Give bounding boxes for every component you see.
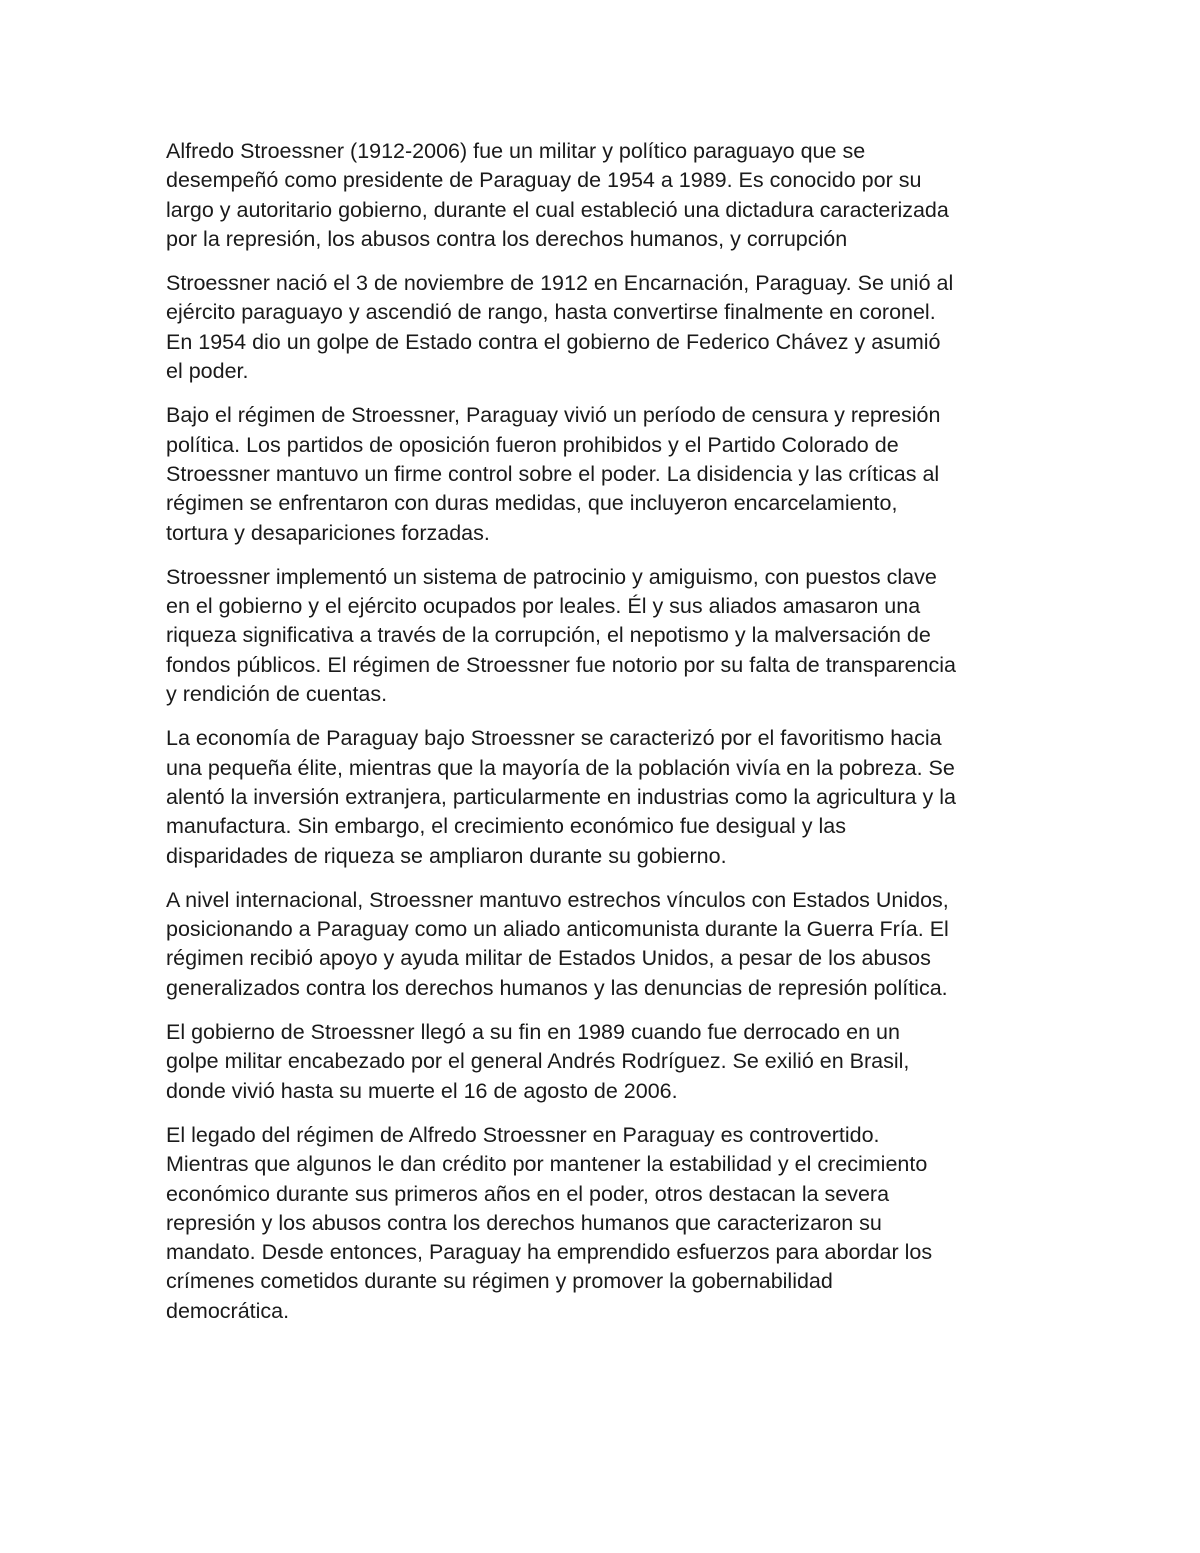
text-line: democrática.: [166, 1298, 290, 1323]
text-line: Mientras que algunos le dan crédito por mantener la estabilidad y el crecimiento: [166, 1152, 928, 1177]
text-line: En 1954 dio un golpe de Estado contra el gobierno de Federico Chávez y asumió: [166, 329, 941, 354]
text-line: A nivel internacional, Stroessner mantuvo estrechos vínculos con Estados Unidos,: [166, 887, 949, 912]
text-line: Bajo el régimen de Stroessner, Paraguay vivió un período de censura y represión: [166, 403, 941, 428]
text-line: fondos públicos. El régimen de Stroessner fue notorio por su falta de transparencia: [166, 652, 956, 677]
text-line: en el gobierno y el ejército ocupados por leales. Él y sus aliados amasaron una: [166, 594, 921, 619]
text-line: generalizados contra los derechos humanos y las denuncias de represión política.: [166, 975, 948, 1000]
text-line: riqueza significativa a través de la corrupción, el nepotismo y la malversación de: [166, 623, 931, 648]
text-line: posicionando a Paraguay como un aliado anticomunista durante la Guerra Fría. El: [166, 917, 949, 942]
text-line: económico durante sus primeros años en el poder, otros destacan la severa: [166, 1181, 890, 1206]
text-line: por la represión, los abusos contra los derechos humanos, y corrupción: [166, 226, 848, 251]
text-line: el poder.: [166, 359, 249, 384]
text-line: donde vivió hasta su muerte el 16 de agosto de 2006.: [166, 1078, 678, 1103]
text-line: alentó la inversión extranjera, particularmente en industrias como la agricultura y la: [166, 784, 956, 809]
text-line: política. Los partidos de oposición fueron prohibidos y el Partido Colorado de: [166, 432, 899, 457]
text-line: crímenes cometidos durante su régimen y promover la gobernabilidad: [166, 1269, 833, 1294]
text-line: La economía de Paraguay bajo Stroessner se caracterizó por el favoritismo hacia: [166, 726, 942, 751]
text-line: Alfredo Stroessner (1912-2006) fue un militar y político paraguayo que se: [166, 139, 866, 163]
text-line: tortura y desapariciones forzadas.: [166, 520, 490, 545]
text-line: Stroessner implementó un sistema de patrocinio y amiguismo, con puestos clave: [166, 564, 937, 589]
paragraph-3: [166, 401, 1046, 547]
text-line: Stroessner mantuvo un firme control sobre el poder. La disidencia y las críticas al: [166, 461, 940, 486]
paragraph-1: [166, 137, 1046, 254]
text-line: Stroessner nació el 3 de noviembre de 1912 en Encarnación, Paraguay. Se unió al: [166, 271, 954, 296]
paragraph-7: [166, 1018, 1046, 1106]
text-line: desempeñó como presidente de Paraguay de 1954 a 1989. Es conocido por su: [166, 168, 922, 193]
text-line: mandato. Desde entonces, Paraguay ha emprendido esfuerzos para abordar los: [166, 1240, 933, 1265]
paragraph-5: [166, 724, 1046, 870]
text-line: golpe militar encabezado por el general Andrés Rodríguez. Se exilió en Brasil,: [166, 1049, 910, 1074]
paragraph-6: [166, 886, 1046, 1003]
text-line: El gobierno de Stroessner llegó a su fin en 1989 cuando fue derrocado en un: [166, 1020, 900, 1045]
text-line: disparidades de riqueza se ampliaron durante su gobierno.: [166, 843, 727, 868]
text-line: régimen se enfrentaron con duras medidas, que incluyeron encarcelamiento,: [166, 491, 898, 516]
paragraph-2: [166, 269, 1046, 386]
text-line: y rendición de cuentas.: [166, 682, 388, 707]
text-line: ejército paraguayo y ascendió de rango, hasta convertirse finalmente en coronel.: [166, 300, 936, 325]
text-line: una pequeña élite, mientras que la mayoría de la población vivía en la pobreza. Se: [166, 755, 955, 780]
text-line: El legado del régimen de Alfredo Stroessner en Paraguay es controvertido.: [166, 1122, 880, 1147]
text-line: manufactura. Sin embargo, el crecimiento económico fue desigual y las: [166, 814, 846, 839]
document-body: [166, 137, 1046, 1341]
text-line: régimen recibió apoyo y ayuda militar de Estados Unidos, a pesar de los abusos: [166, 946, 931, 971]
paragraph-4: [166, 563, 1046, 709]
text-line: represión y los abusos contra los derechos humanos que caracterizaron su: [166, 1210, 882, 1235]
text-line: largo y autoritario gobierno, durante el cual estableció una dictadura caracterizada: [166, 197, 949, 222]
paragraph-8: [166, 1121, 1046, 1326]
